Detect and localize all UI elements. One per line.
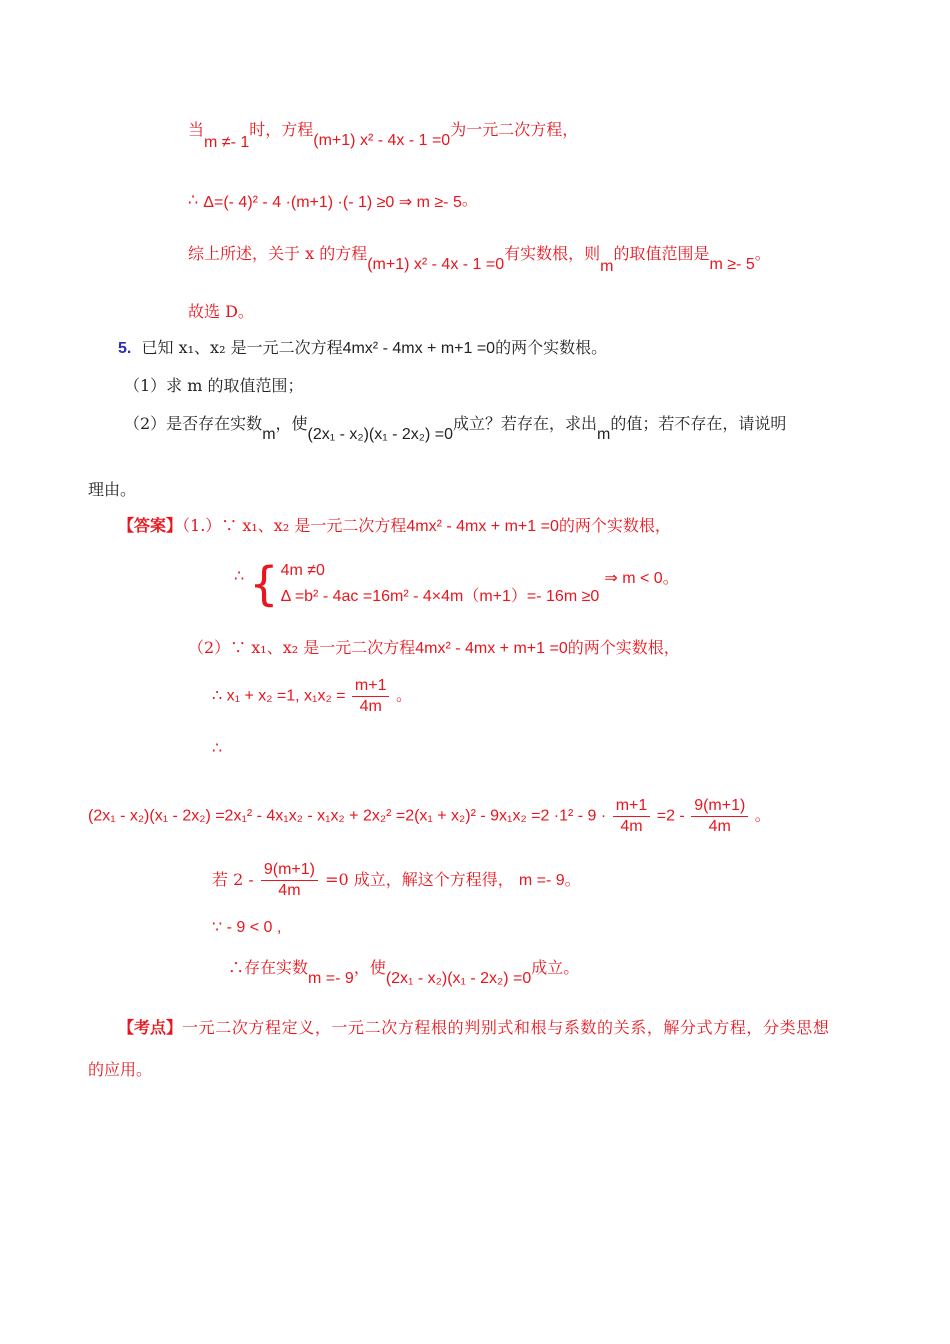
sol4-text: 为一元二次方程， [450,120,579,139]
q5-text: ，使 [275,414,308,433]
therefore-symbol: ∴ [212,738,223,757]
sol4-text: 有实数根，则 [504,244,601,263]
answer-text: 。 [754,807,771,825]
answer-text: 的两个实数根， [558,516,671,535]
solve-result: m =- 9 [518,872,565,889]
sol4-text: 时，方程 [249,120,314,139]
variable: m [600,258,614,275]
q5-text: 的值；若不存在，请说明 [610,414,787,433]
fraction [352,676,390,717]
kaodian-line1 [118,1016,829,1040]
equation: 4mx² - 4mx + m+1 =0 [415,640,568,657]
therefore-line [212,736,222,760]
sol4-text: 当 [188,120,205,139]
solve-line [212,860,581,901]
q5-text: 成立？若存在，求出 [452,414,597,433]
fraction-denominator: 4m [359,698,382,715]
conclusion-eq: (2x₁ - x₂)(x₁ - 2x₂) =0 [385,970,532,987]
variable: m [262,426,276,443]
discriminant-math: Δ=(- 4)² - 4 ·(m+1) ·(- 1) ≥0 ⇒ m ≥- 5 [203,194,462,211]
fraction-denominator: 4m [620,818,643,835]
conclusion-value: m =- 9 [308,970,354,987]
range-result: m ≥- 5 [709,256,755,273]
sol4-text: 。 [461,190,478,209]
vieta-math: ∴ x₁ + x₂ =1, x₁x₂ = [212,687,346,705]
therefore-symbol: ∴ [234,565,245,585]
sol4-text: 综上所述，关于 x 的方程 [188,244,368,263]
fraction [691,796,748,837]
q5-stem [118,336,607,361]
answer-part2 [188,636,680,661]
question-number: 5. [118,340,132,357]
answer-text: ∴存在实数 [228,958,309,977]
q5-equation: 4mx² - 4mx + m+1 =0 [342,340,496,357]
answer-system [234,558,679,610]
q5-part1 [124,374,304,398]
fraction-numerator: 9(m+1) [261,860,318,881]
kaodian-text: 一元二次方程定义，一元二次方程根的判别式和根与系数的关系，解分式方程，分类思想 [182,1018,830,1037]
fraction [261,860,318,901]
sol4-line2 [188,188,478,213]
answer-text: 。 [395,687,412,705]
choice-text: 故选 D。 [188,302,254,321]
conclusion-line [228,956,580,987]
therefore-symbol: ∴ [188,190,199,209]
q5-part2-cont [88,478,136,502]
inequality-system [249,558,599,610]
sol4-line4 [188,300,254,324]
vieta-line [212,676,412,717]
answer-text: （1.）∵ x₁、x₂ 是一元二次方程 [182,516,407,535]
expansion-math: =2 - [656,807,685,825]
sol4-line1 [188,118,579,151]
fraction-numerator: 9(m+1) [691,796,748,817]
kaodian-label: 【考点】 [118,1018,183,1037]
q5-text: 已知 x₁、x₂ 是一元二次方程 [141,338,343,357]
fraction-numerator: m+1 [613,796,651,817]
variable: m [597,426,611,443]
because-math: ∵ - 9 < 0 , [212,919,282,936]
q5-part2 [124,412,787,443]
fraction-numerator: m+1 [352,676,390,697]
equation: (m+1) x² - 4x - 1 =0 [313,132,451,149]
condition-math: m ≠- 1 [204,134,250,151]
fraction-denominator: 4m [708,818,731,835]
system-row: Δ =b² - 4ac =16m² - 4×4m（m+1）=- 16m ≥0 [280,588,600,605]
expansion-math: (2x₁ - x₂)(x₁ - 2x₂) =2x₁² - 4x₁x₂ - x₁x₂ + 2x₂² =2(x₁ + x₂)² - 9x₁x₂ =2 ·1² - 9 · [88,807,607,825]
system-result: ⇒ m < 0 [604,569,663,587]
sol4-line3 [188,242,771,275]
q5-part1-text: （1）求 m 的取值范围； [124,376,304,395]
q5-text: （2）是否存在实数 [124,414,263,433]
system-row: 4m ≠0 [280,562,325,579]
answer-text: （2）∵ x₁、x₂ 是一元二次方程 [188,638,416,657]
answer-label: 【答案】 [118,516,183,535]
answer-text: 成立。 [531,958,580,977]
sol4-text: 。 [754,244,771,263]
answer-text: 。 [662,567,679,587]
equation: 4mx² - 4mx + m+1 =0 [406,518,559,535]
fraction-denominator: 4m [278,882,301,899]
kaodian-line2 [88,1058,152,1082]
answer-text: =0 成立，解这个方程得， [325,870,514,889]
answer-text: 若 2 - [212,870,254,889]
equation: (m+1) x² - 4x - 1 =0 [367,256,505,273]
answer-text: ，使 [353,958,386,977]
q5-condition-eq: (2x₁ - x₂)(x₁ - 2x₂) =0 [307,426,453,443]
answer-text: 。 [564,870,581,889]
kaodian-text: 的应用。 [88,1060,153,1079]
answer-part1 [118,514,671,539]
sol4-text: 的取值范围是 [613,244,710,263]
expansion-line [88,796,771,837]
answer-text: 的两个实数根， [567,638,680,657]
brace-symbol: { [249,557,279,611]
because-line [212,916,281,940]
fraction [613,796,651,837]
q5-text: 理由。 [88,480,137,499]
q5-text: 的两个实数根。 [495,338,608,357]
